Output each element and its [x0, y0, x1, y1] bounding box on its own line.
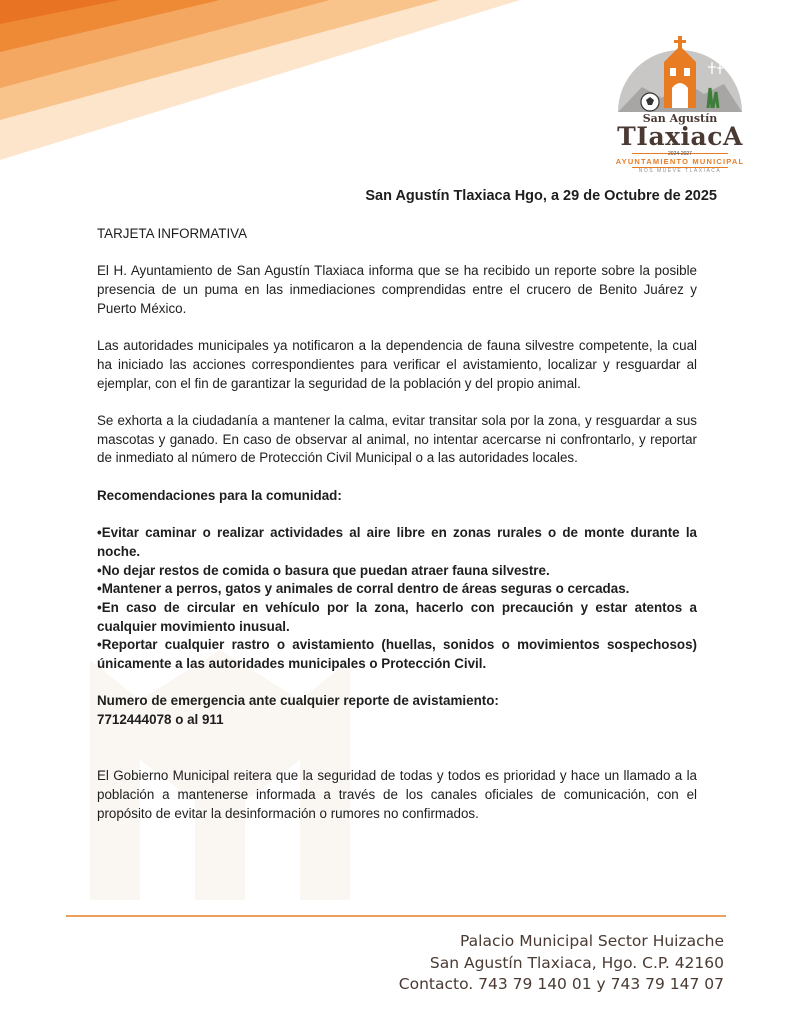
document-type: TARJETA INFORMATIVA [97, 226, 248, 241]
footer-line-3: Contacto. 743 79 140 01 y 743 79 147 07 [398, 975, 724, 993]
recommendation-item: •No dejar restos de comida o basura que puedan atraer fauna silvestre. [97, 562, 550, 578]
footer-divider [66, 915, 726, 917]
recommendation-item: •Reportar cualquier rastro o avistamiento (huellas, sonidos o movimientos sospechosos) únicamente a las autoridades municipales o Protección Civil. [97, 637, 697, 672]
church-emblem-icon [612, 32, 748, 116]
body-paragraph: Las autoridades municipales ya notificaron a la dependencia de fauna silvestre competente, la cual ha iniciado las acciones correspondientes para verificar el avistamiento, localizar y resguardar al ejemplar, con el fin de garantizar la seguridad de la población y del propio animal. [97, 338, 697, 391]
footer-address [399, 931, 724, 996]
body-paragraph: Se exhorta a la ciudadanía a mantener la calma, evitar transitar sola por la zona, y resguardar a sus mascotas y ganado. En caso de observar al animal, no intentar acercarse ni confrontarlo, y reportar de inmediato al número de Protección Civil Municipal o a las autoridades locales. [97, 412, 697, 466]
document-body [97, 225, 697, 842]
logo-name-line2: TIaxiacA [617, 122, 743, 151]
recommendation-item: •En caso de circular en vehículo por la zona, hacerlo con precaución y estar atentos a cualquier movimiento inusual. [97, 599, 697, 634]
recommendation-item: •Evitar caminar o realizar actividades al aire libre en zonas rurales o de monte durante la noche. [97, 525, 697, 559]
footer-line-2: San Agustín Tlaxiaca, Hgo. C.P. 42160 [429, 953, 724, 972]
body-paragraph: El H. Ayuntamiento de San Agustín Tlaxiaca informa que se ha recibido un reporte sobre la posible presencia de un puma en las inmediaciones comprendidas entre el crucero de Benito Juárez y Puerto México. [97, 263, 697, 316]
emergency-numbers: 7712444078 o al 911 [97, 712, 224, 728]
closing-paragraph: El Gobierno Municipal reitera que la seguridad de todas y todos es prioridad y hace un llamado a la población a mantenerse informada a través de los canales oficiales de comunicación, con el propósito de evitar la desinformación o rumores no confirmados. [97, 768, 697, 821]
logo-years: 2024-2027 [668, 151, 692, 157]
footer-line-1: Palacio Municipal Sector Huizache [460, 932, 724, 950]
logo-subtitle: AYUNTAMIENTO MUNICIPAL [615, 157, 745, 166]
decorative-corner-shapes [0, 0, 520, 170]
date-line: San Agustín Tlaxiaca Hgo, a 29 de Octubre de 2025 [365, 188, 717, 204]
recommendations-title: Recomendaciones para la comunidad: [97, 487, 342, 503]
municipal-logo [612, 32, 748, 182]
emergency-title: Numero de emergencia ante cualquier reporte de avistamiento: [97, 693, 499, 709]
logo-name-line1: San Agustín [642, 112, 718, 125]
recommendation-item: •Mantener a perros, gatos y animales de corral dentro de áreas seguras o cercadas. [97, 581, 630, 597]
logo-tagline: NOS MUEVE TLAXIACA [638, 168, 722, 174]
